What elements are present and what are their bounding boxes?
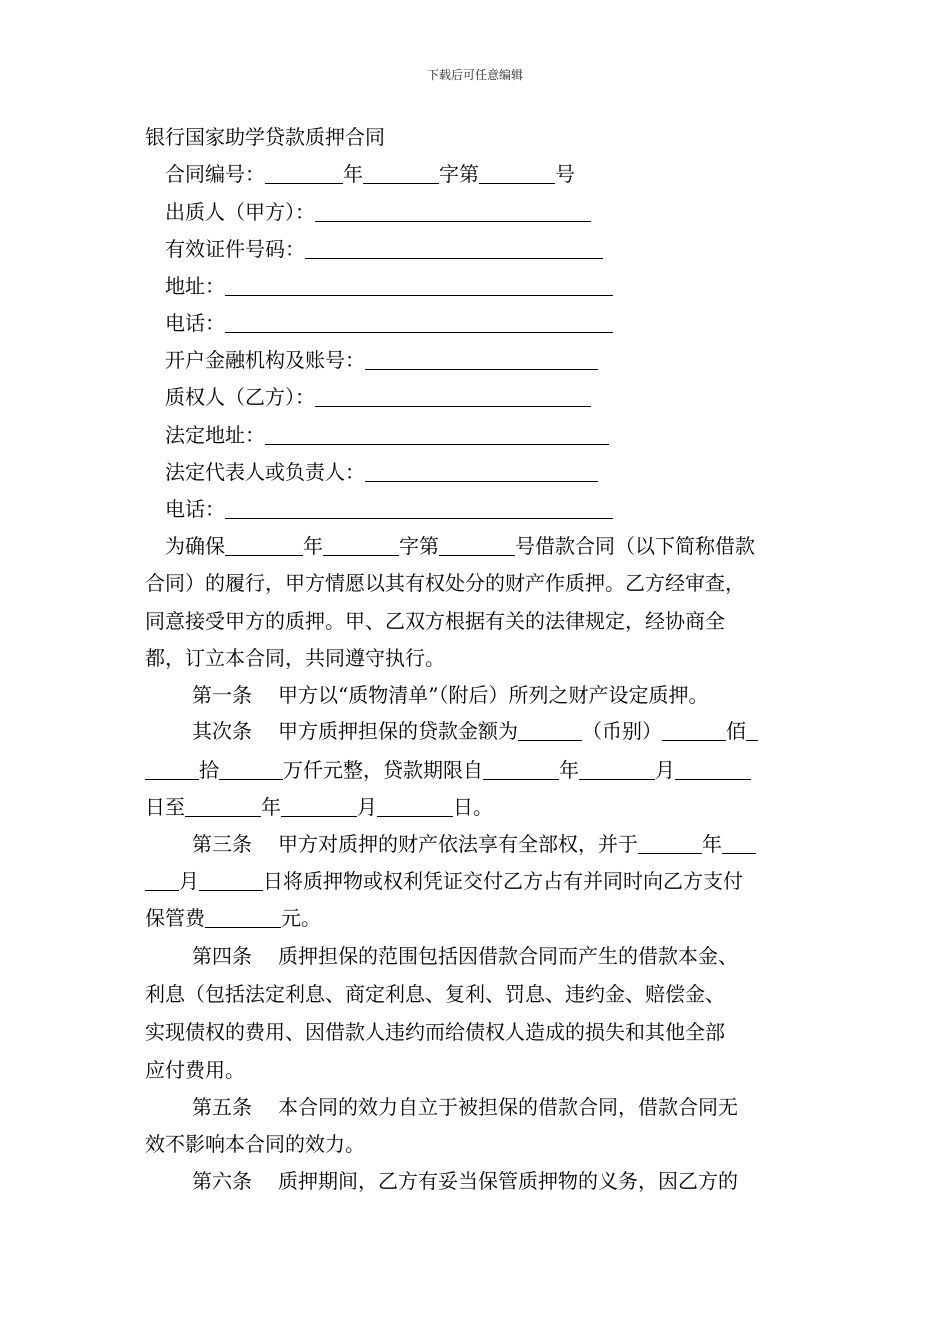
intro-hao-blank[interactable] [439, 535, 515, 556]
article-number: 第六条 [192, 1169, 252, 1193]
field-label: 法定地址： [165, 423, 265, 447]
field-label: 有效证件号码： [165, 237, 305, 261]
article-text: 甲方以“质物清单”（附后）所列之财产设定质押。 [278, 683, 709, 707]
article-text: 元。 [281, 906, 321, 930]
article-text: 月 [357, 795, 377, 819]
article-2-line-3 [145, 794, 493, 820]
contract-year-label: 年 [343, 162, 363, 186]
amount-blank[interactable] [518, 720, 582, 741]
field-phone-b [165, 496, 613, 522]
intro-zi-blank[interactable] [323, 535, 399, 556]
field-legal-representative [165, 459, 598, 485]
deliver-day-blank[interactable] [199, 870, 263, 891]
contract-hao-blank[interactable] [479, 163, 555, 184]
article-number: 第一条 [192, 683, 252, 707]
article-6-line-1 [192, 1168, 738, 1194]
intro-text: 年 [303, 534, 323, 558]
article-text: 甲方对质押的财产依法享有全部权，并于 [278, 832, 638, 856]
article-3-line-1 [192, 831, 756, 857]
field-address [165, 273, 613, 299]
contract-number-line [165, 161, 575, 187]
article-text: 日。 [453, 795, 493, 819]
article-4-line-2: 利息（包括法定利息、商定利息、复利、罚息、违约金、赔偿金、 [145, 982, 725, 1006]
field-label: 法定代表人或负责人： [165, 460, 365, 484]
contract-zi-blank[interactable] [363, 163, 439, 184]
start-day-blank[interactable] [675, 759, 751, 780]
intro-year-blank[interactable] [225, 535, 303, 556]
article-text: 保管费 [145, 906, 205, 930]
field-blank[interactable] [315, 386, 591, 407]
field-blank[interactable] [365, 461, 598, 482]
article-text: 质押担保的范围包括因借款合同而产生的借款本金、 [278, 944, 738, 968]
field-label: 电话： [165, 311, 225, 335]
article-text: 年 [702, 832, 722, 856]
article-4-line-1 [192, 943, 738, 969]
field-blank[interactable] [365, 349, 598, 370]
field-bank-account [165, 347, 598, 373]
article-1 [192, 682, 708, 708]
page-header: 下载后可任意编辑 [426, 68, 523, 82]
intro-line-1 [165, 533, 755, 559]
deliver-month-blank-b[interactable] [145, 870, 179, 891]
contract-hao-label: 号 [555, 162, 575, 186]
article-text: （币别） [582, 719, 662, 743]
article-4-line-4: 应付费用。 [145, 1058, 245, 1082]
article-number: 第三条 [192, 832, 252, 856]
deliver-year-blank[interactable] [638, 833, 702, 854]
field-legal-address [165, 422, 609, 448]
field-blank[interactable] [305, 238, 603, 259]
article-text: 年 [261, 795, 281, 819]
contract-number-label: 合同编号： [165, 162, 265, 186]
start-year-blank[interactable] [483, 759, 559, 780]
article-text: 日将质押物或权利凭证交付乙方占有并同时向乙方支付 [263, 869, 743, 893]
article-number: 第五条 [192, 1095, 252, 1119]
field-phone-a [165, 310, 613, 336]
article-text: 本合同的效力自立于被担保的借款合同，借款合同无 [278, 1095, 738, 1119]
article-3-line-3 [145, 905, 321, 931]
intro-text: 字第 [399, 534, 439, 558]
custody-fee-blank[interactable] [205, 907, 281, 928]
currency-blank[interactable] [662, 720, 726, 741]
field-label: 质权人（乙方）： [165, 385, 315, 409]
article-text: 拾 [199, 758, 219, 782]
field-label: 开户金融机构及账号： [165, 348, 365, 372]
article-3-line-2 [145, 868, 743, 894]
article-text: 月 [655, 758, 675, 782]
contract-zi-label: 字第 [439, 162, 479, 186]
field-blank[interactable] [225, 275, 613, 296]
field-label: 出质人（甲方）： [165, 200, 315, 224]
contract-year-blank[interactable] [265, 163, 343, 184]
article-text: 日至 [145, 795, 185, 819]
intro-line-4: 都，订立本合同，共同遵守执行。 [145, 646, 445, 670]
end-month-blank[interactable] [281, 796, 357, 817]
field-blank[interactable] [315, 201, 591, 222]
intro-line-2: 合同）的履行，甲方情愿以其有权处分的财产作质押。乙方经审查， [145, 571, 745, 595]
article-number: 第四条 [192, 944, 252, 968]
article-text: 月 [179, 869, 199, 893]
field-label: 电话： [165, 497, 225, 521]
hundreds-blank[interactable] [746, 720, 758, 741]
field-label: 地址： [165, 274, 225, 298]
article-5-line-2: 效不影响本合同的效力。 [145, 1132, 365, 1156]
tens-blank[interactable] [145, 759, 199, 780]
article-text: 甲方质押担保的贷款金额为 [278, 719, 518, 743]
end-year-blank[interactable] [185, 796, 261, 817]
intro-text: 号借款合同（以下简称借款 [515, 534, 755, 558]
field-pledgee [165, 384, 591, 410]
tenthousand-blank[interactable] [219, 759, 283, 780]
field-blank[interactable] [225, 312, 613, 333]
field-blank[interactable] [225, 498, 613, 519]
article-text: 年 [559, 758, 579, 782]
field-id-number [165, 236, 603, 262]
article-number: 其次条 [192, 719, 252, 743]
end-day-blank[interactable] [377, 796, 453, 817]
article-5-line-1 [192, 1094, 738, 1120]
intro-text: 为确保 [165, 534, 225, 558]
deliver-month-blank-a[interactable] [722, 833, 756, 854]
article-text: 万仟元整，贷款期限自 [283, 758, 483, 782]
start-month-blank[interactable] [579, 759, 655, 780]
intro-line-3: 同意接受甲方的质押。甲、乙双方根据有关的法律规定，经协商全 [145, 609, 725, 633]
article-2-line-2 [145, 757, 751, 783]
article-2-line-1 [192, 718, 758, 744]
document-title: 银行国家助学贷款质押合同 [145, 125, 385, 149]
field-blank[interactable] [265, 424, 609, 445]
article-4-line-3: 实现债权的费用、因借款人违约而给债权人造成的损失和其他全部 [145, 1020, 725, 1044]
article-text: 佰 [726, 719, 746, 743]
article-text: 质押期间，乙方有妥当保管质押物的义务，因乙方的 [278, 1169, 738, 1193]
field-pledgor [165, 199, 591, 225]
